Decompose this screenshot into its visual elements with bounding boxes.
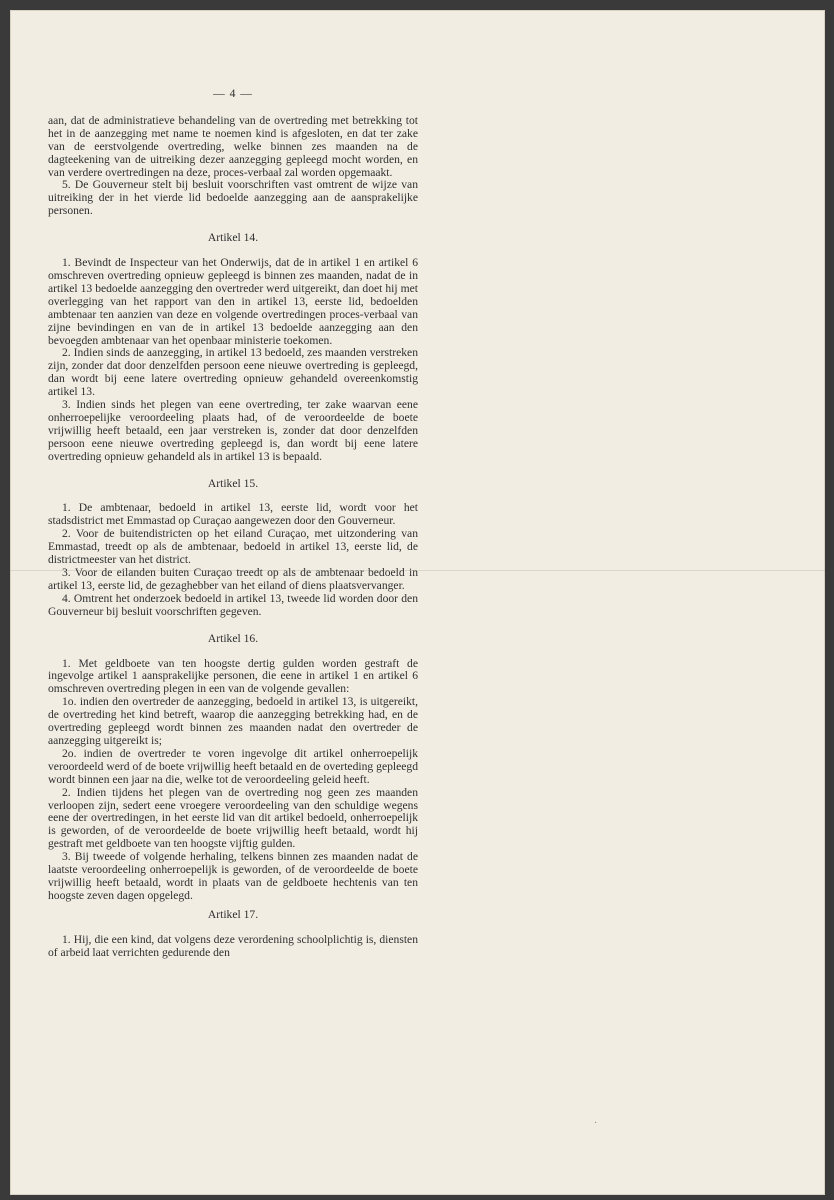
article-heading: Artikel 14.	[207, 231, 259, 245]
list-item: 2o. indien de overtreder te voren ingevolge dit artikel onherroepelijk veroordeeld werd of de boete vrijwillig heeft betaald en de overteding gepleegd wordt binnen een jaar na die, welke tot de veroordeeling geleid heeft.	[48, 746, 418, 786]
paragraph: 1. Bevindt de Inspecteur van het Onderwijs, dat de in artikel 1 en artikel 6 omschreven overtreding opnieuw gepleegd is binnen zes maanden, nadat de in artikel 13 bedoelde aanzegging den overtreder werd uitgereikt, dan doet hij met overlegging van het rapport van den in artikel 13, eerste lid, bedoelden ambtenaar ten aanzien van deze en volgende overtredingen proces-verbaal van zijne bevindingen en van de in artikel 13 bedoelde aanzegging aan den bevoegden ambtenaar van het openbaar ministerie toekomen.	[48, 256, 418, 347]
article-heading: Artikel 15.	[207, 476, 259, 490]
paragraph: 3. Voor de eilanden buiten Curaçao treedt op als de ambtenaar bedoeld in artikel 13, eerste lid, de gezaghebber van het eiland of diens plaatsvervanger.	[48, 566, 418, 592]
paragraph: 2. Indien sinds de aanzegging, in artikel 13 bedoeld, zes maanden verstreken zijn, zonder dat door denzelfden persoon eene nieuwe overtreding is gepleegd, dan wordt bij eene latere overtreding opnieuw gehandeld overeenkomstig artikel 13.	[48, 346, 418, 399]
paragraph: aan, dat de administratieve behandeling van de overtreding met betrekking tot het in de aanzegging met name te noemen kind is afgesloten, en dat ter zake van de eerstvolgende overtreding, welke binnen zes maanden na de dagteekening van de uitreiking dezer aanzegging gepleegd mocht worden, en van verdere overtredingen na deze, proces-verbaal zal worden opgemaakt.	[48, 113, 418, 179]
article-heading: Artikel 16.	[207, 631, 259, 645]
paragraph: 2. Indien tijdens het plegen van de overtreding nog geen zes maanden verloopen zijn, sedert eene vroegere veroordeeling van den schuldige wegens eene der overtredingen, in het eerste lid van dit artikel bedoeld, onherroepelijk is geworden, of de veroordeelde de boete vrijwillig heeft betaald, wordt hij gestraft met geldboete van ten hoogste vijftig gulden.	[48, 785, 418, 851]
paragraph: 1. Met geldboete van ten hoogste dertig gulden worden gestraft de ingevolge artikel 1 aansprakelijke personen, die eene in artikel 1 en artikel 6 omschreven overtreding plegen in een van de volgende gevallen:	[48, 656, 418, 696]
paragraph: 5. De Gouverneur stelt bij besluit voorschriften vast omtrent de wijze van uitreiking der in het vierde lid bedoelde aanzegging aan de aansprakelijke personen.	[48, 178, 418, 218]
paragraph: 1. Hij, die een kind, dat volgens deze verordening schoolplichtig is, diensten of arbeid laat verrichten gedurende den	[48, 932, 418, 959]
paragraph: 3. Bij tweede of volgende herhaling, telkens binnen zes maanden nadat de laatste veroordeeling onherroepelijk is geworden, of de veroordeelde de boete vrijwillig heeft betaald, wordt in plaats van de geldboete hechtenis van ten hoogste zeven dagen opgelegd.	[48, 850, 418, 902]
page-number: — 4 —	[213, 87, 253, 100]
paragraph: 4. Omtrent het onderzoek bedoeld in artikel 13, tweede lid worden door den Gouverneur bij besluit voorschriften gegeven.	[48, 591, 418, 618]
paragraph: 3. Indien sinds het plegen van eene overtreding, ter zake waarvan eene onherroepelijke veroordeeling plaats had, of de veroordeelde de boete vrijwillig heeft betaald, een jaar verstreken is, zonder dat door denzelfden persoon eene nieuwe overtreding gepleegd is, dan wordt bij eene latere overtreding opnieuw gehandeld als in artikel 13 is bepaald.	[48, 398, 418, 463]
text-column	[48, 88, 418, 959]
paragraph: 2. Voor de buitendistricten op het eiland Curaçao, met uitzondering van Emmastad, treedt op als de ambtenaar, bedoeld in artikel 13, eerste lid, de districtmeester van het district.	[48, 527, 418, 567]
document-page	[10, 10, 825, 1195]
article-heading: Artikel 17.	[207, 907, 259, 921]
paragraph: 1. De ambtenaar, bedoeld in artikel 13, eerste lid, wordt voor het stadsdistrict met Emmastad op Curaçao aangewezen door den Gouverneur.	[48, 501, 418, 528]
list-item: 1o. indien den overtreder de aanzegging, bedoeld in artikel 13, is uitgereikt, de overtreding het kind betreft, waarop die aanzegging betrekking had, en de overtreding gepleegd wordt binnen zes maanden nadat den overtreder de aanzegging uitgereikt is;	[48, 695, 418, 747]
paper-speck: ·	[594, 1118, 598, 1129]
